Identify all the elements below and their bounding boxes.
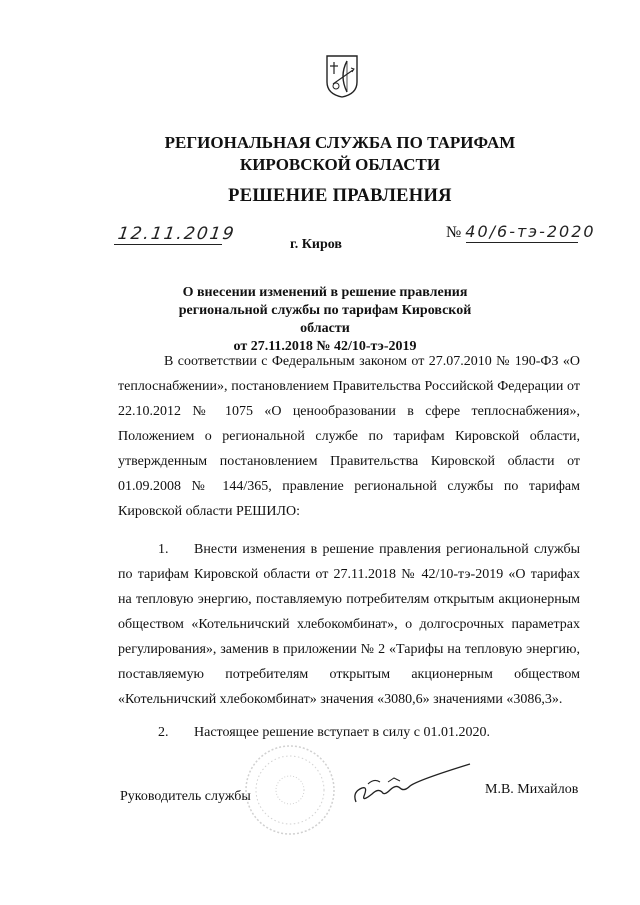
subject-line-1: О внесении изменений в решение правления	[182, 285, 468, 300]
signer-role: Руководитель службы	[120, 789, 251, 804]
number-value: 40/6-тэ-2020	[465, 222, 596, 241]
organization-name	[120, 132, 560, 176]
document-subject	[160, 284, 490, 356]
signer-name: М.В. Михайлов	[485, 782, 579, 797]
number-underline	[466, 242, 578, 243]
document-number	[446, 222, 596, 242]
item-1-number: 1.	[158, 542, 169, 557]
subject-line-2: региональной службы по тарифам Кировской области	[178, 303, 472, 336]
coat-of-arms-icon	[325, 54, 359, 98]
subject-line-3: от 27.11.2018 № 42/10-тэ-2019	[233, 339, 417, 354]
document-date: 12.11.2019	[116, 224, 237, 244]
item-1-text: Внести изменения в решение правления региональной службы по тарифам Кировской области от 27.11.2018 № 42/10-тэ-2019 «О тарифах на тепловую энергию, поставляемую потребителям открытым акционерным обществом «Котельничский хлебокомбинат», о долгосрочных параметрах регулирования», заменив в приложении № 2 «Тарифы на тепловую энергию, поставляемую потребителям открытым акционерным обществом «Котельничский хлебокомбинат» значения «3080,6» значениями «3086,3».	[118, 542, 580, 707]
item-2-number: 2.	[158, 725, 169, 740]
handwritten-signature-icon	[348, 762, 472, 810]
number-sign: №	[446, 224, 462, 241]
preamble-paragraph: В соответствии с Федеральным законом от 27.07.2010 № 190-ФЗ «О теплоснабжении», постановлением Правительства Российской Федерации от 22.10.2012 № 1075 «О ценообразовании в сфере теплоснабжения», Положением о региональной службе по тарифам Кировской области, утвержденным постановлением Правительства Кировской области от 01.09.2008 № 144/365, правление региональной службы по тарифам Кировской области РЕШИЛО:	[118, 354, 580, 519]
city: г. Киров	[290, 237, 342, 252]
item-2	[118, 720, 580, 745]
document-title: РЕШЕНИЕ ПРАВЛЕНИЯ	[228, 186, 452, 206]
item-2-text: Настоящее решение вступает в силу с 01.01.2020.	[194, 725, 490, 740]
date-underline	[114, 244, 222, 245]
item-1	[118, 537, 580, 712]
seal-stamp-icon	[242, 742, 338, 838]
org-line-2: КИРОВСКОЙ ОБЛАСТИ	[239, 155, 441, 174]
org-line-1: РЕГИОНАЛЬНАЯ СЛУЖБА ПО ТАРИФАМ	[164, 133, 516, 152]
